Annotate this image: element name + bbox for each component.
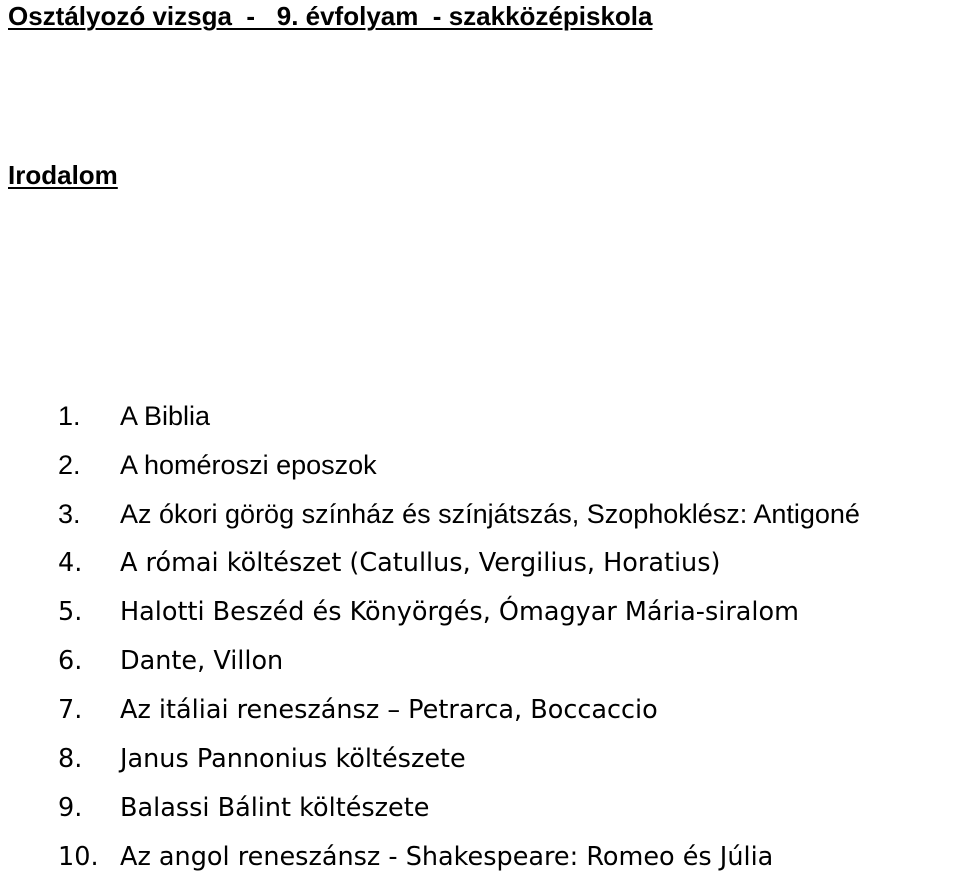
list-item-number: 1. xyxy=(58,401,81,431)
document-title: Osztályozó vizsga - 9. évfolyam - szakközépiskola xyxy=(8,1,653,31)
list-item-text: Halotti Beszéd és Könyörgés, Ómagyar Mária-siralom xyxy=(120,597,799,627)
list-item-text: A homéroszi eposzok xyxy=(120,450,377,480)
list-item-number: 3. xyxy=(58,499,81,529)
list-item-text: A római költészet (Catullus, Vergilius, Horatius) xyxy=(120,548,721,578)
list-item-number: 7. xyxy=(58,695,83,725)
list-item-text: Az angol reneszánsz - Shakespeare: Romeo és Júlia xyxy=(120,842,774,872)
list-item-number: 2. xyxy=(58,450,81,480)
list-item-number: 4. xyxy=(58,548,83,578)
subject-heading: Irodalom xyxy=(8,160,118,190)
list-item-text: Balassi Bálint költészete xyxy=(120,793,430,823)
list-item-number: 9. xyxy=(58,793,83,823)
list-item-text: Az itáliai reneszánsz – Petrarca, Boccaccio xyxy=(120,695,658,725)
list-item-text: A Biblia xyxy=(120,401,211,431)
list-item-number: 5. xyxy=(58,597,83,627)
list-item-number: 8. xyxy=(58,744,83,774)
list-item-text: Dante, Villon xyxy=(120,646,284,676)
list-item-text: Az ókori görög színház és színjátszás, Szophoklész: Antigoné xyxy=(120,499,860,529)
list-item-number: 6. xyxy=(58,646,83,676)
list-item-text: Janus Pannonius költészete xyxy=(120,744,466,774)
list-item-number: 10. xyxy=(58,842,99,872)
